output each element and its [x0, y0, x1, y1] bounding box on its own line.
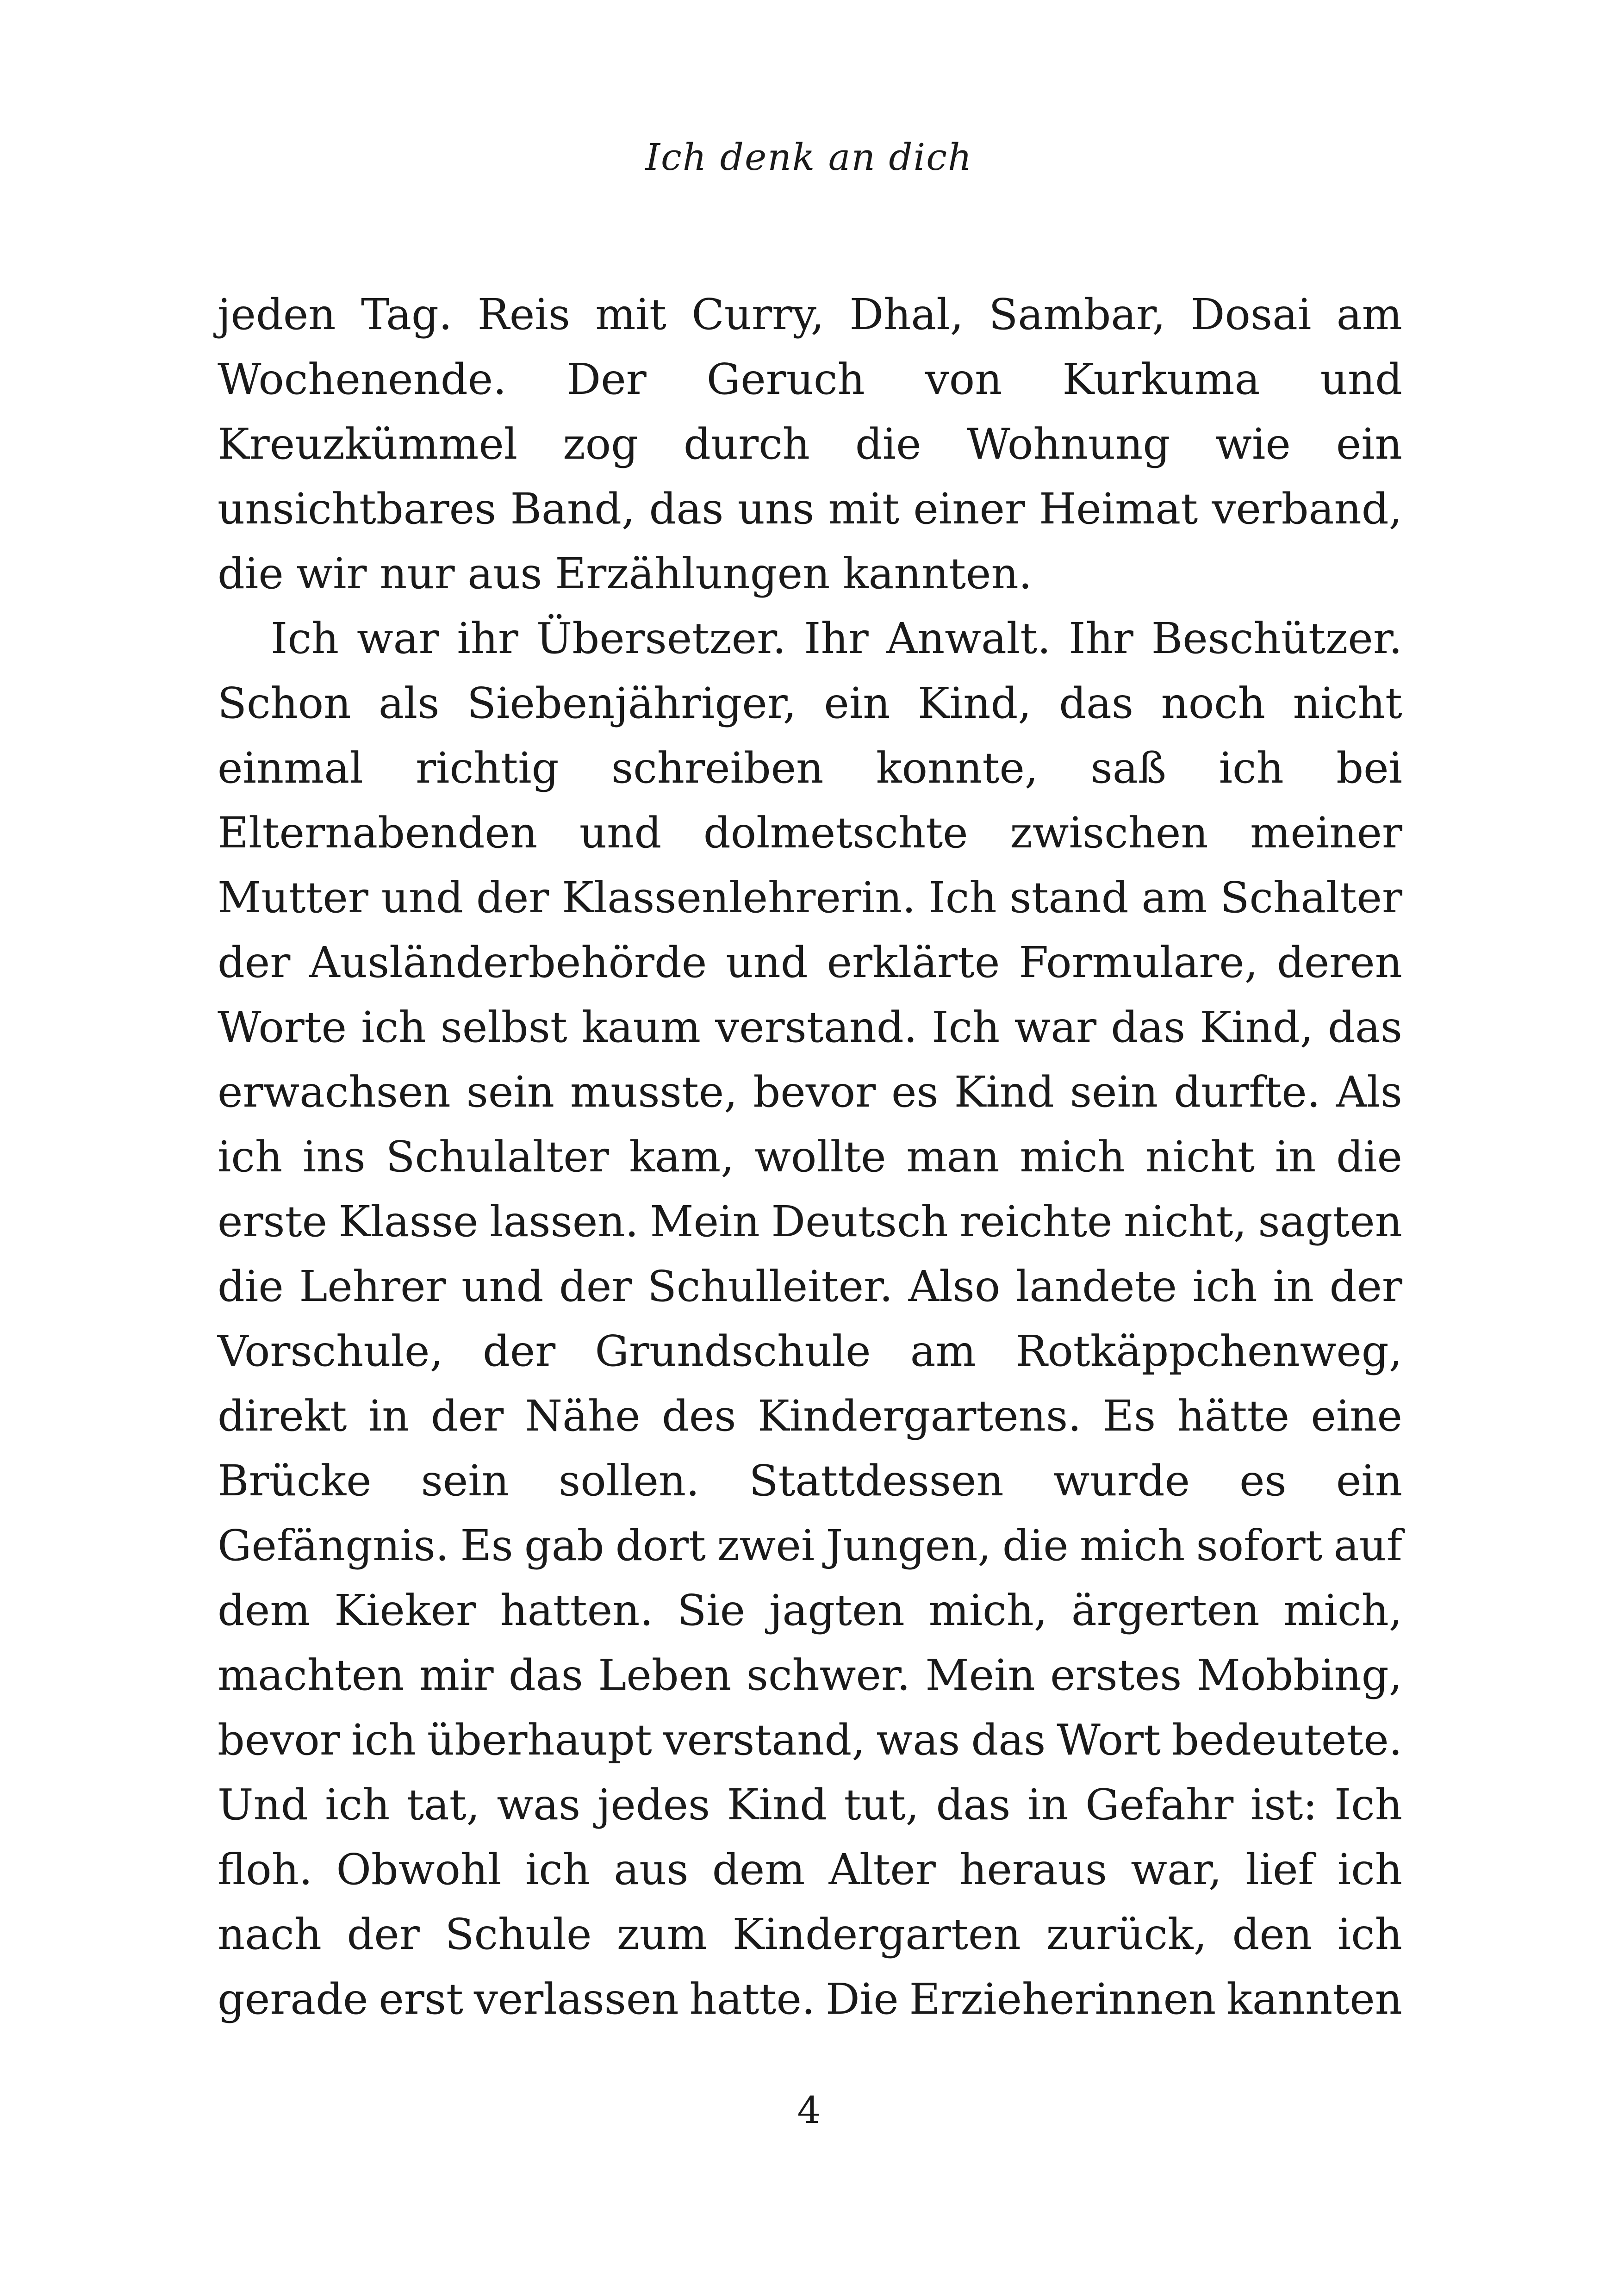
- text-line: der Ausländerbehörde und erklärte Formulare, deren: [218, 938, 1402, 987]
- text-line: Mutter und der Klassenlehrerin. Ich stand am Schalter: [218, 873, 1402, 922]
- text-line: ich ins Schulalter kam, wollte man mich nicht in die: [218, 1132, 1402, 1182]
- text-line: floh. Obwohl ich aus dem Alter heraus war, lief ich: [218, 1845, 1402, 1894]
- text-line: Wochenende. Der Geruch von Kurkuma und: [218, 355, 1402, 404]
- text-line: dem Kieker hatten. Sie jagten mich, ärgerten mich,: [218, 1586, 1402, 1635]
- running-header: Ich denk an dich: [645, 136, 973, 179]
- text-line: erste Klasse lassen. Mein Deutsch reichte nicht, sagten: [218, 1197, 1402, 1246]
- text-line: unsichtbares Band, das uns mit einer Heimat verband,: [218, 484, 1402, 534]
- paragraph: [218, 282, 1402, 606]
- text-line: Schon als Siebenjähriger, ein Kind, das noch nicht: [218, 678, 1402, 728]
- text-line: gerade erst verlassen hatte. Die Erzieherinnen kannten: [218, 1974, 1402, 2024]
- text-line: direkt in der Nähe des Kindergartens. Es hätte eine: [218, 1391, 1402, 1441]
- text-line: Kreuzkümmel zog durch die Wohnung wie ein: [218, 419, 1402, 469]
- text-line: Und ich tat, was jedes Kind tut, das in Gefahr ist: Ich: [218, 1780, 1402, 1829]
- text-line: einmal richtig schreiben konnte, saß ich bei: [218, 743, 1402, 793]
- text-line: Gefängnis. Es gab dort zwei Jungen, die mich sofort auf: [218, 1521, 1402, 1570]
- text-line: bevor ich überhaupt verstand, was das Wort bedeutete.: [218, 1715, 1402, 1765]
- text-line: nach der Schule zum Kindergarten zurück, den ich: [218, 1910, 1402, 1959]
- text-line: Brücke sein sollen. Stattdessen wurde es ein: [218, 1456, 1402, 1506]
- text-line: erwachsen sein musste, bevor es Kind sein durfte. Als: [218, 1067, 1402, 1117]
- text-line: machten mir das Leben schwer. Mein erstes Mobbing,: [218, 1650, 1402, 1700]
- text-line: die Lehrer und der Schulleiter. Also landete ich in der: [218, 1262, 1402, 1311]
- paragraph: [218, 606, 1402, 2032]
- body-text: [218, 282, 1402, 2032]
- text-line: jeden Tag. Reis mit Curry, Dhal, Sambar, Dosai am: [218, 290, 1402, 339]
- text-line: Vorschule, der Grundschule am Rotkäppchenweg,: [218, 1326, 1402, 1376]
- text-line: Worte ich selbst kaum verstand. Ich war das Kind, das: [218, 1002, 1402, 1052]
- text-line: Elternabenden und dolmetschte zwischen meiner: [218, 808, 1402, 858]
- page-number: 4: [797, 2089, 821, 2132]
- text-line: die wir nur aus Erzählungen kannten.: [218, 549, 1032, 598]
- text-line: Ich war ihr Übersetzer. Ihr Anwalt. Ihr Beschützer.: [271, 614, 1402, 663]
